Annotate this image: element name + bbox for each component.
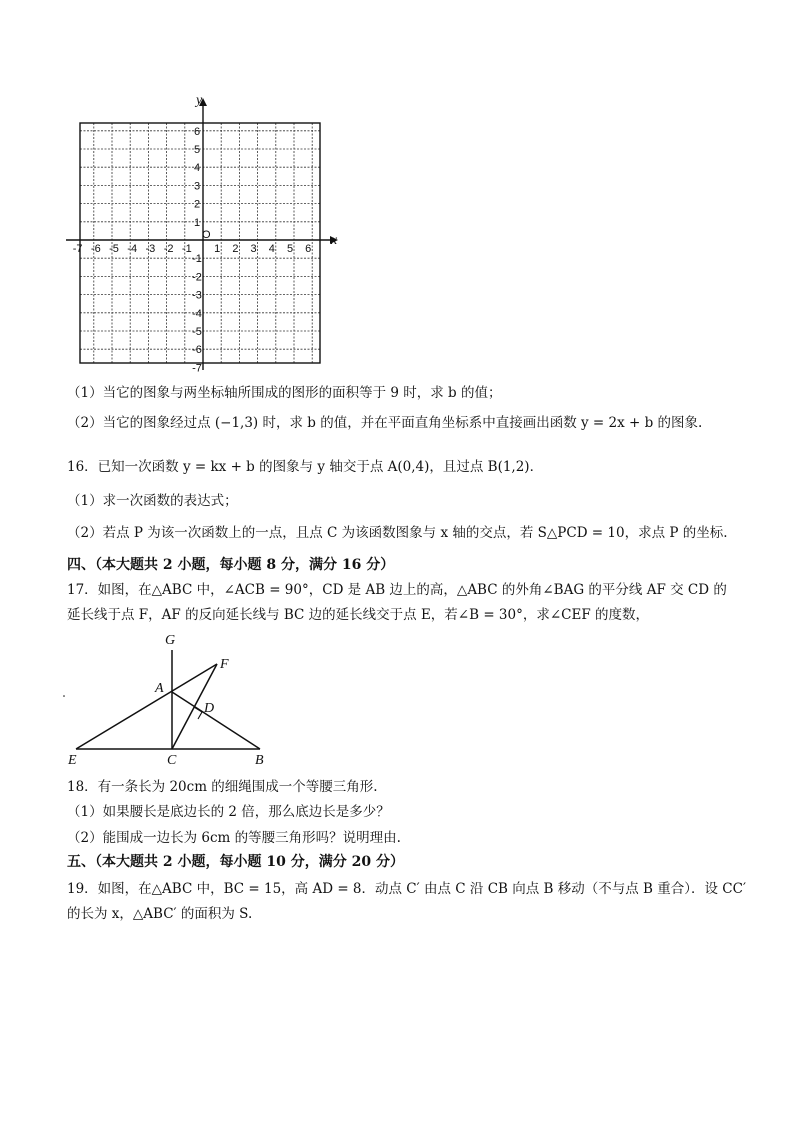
x-tick-label: -3 xyxy=(145,243,156,255)
x-tick-label: 6 xyxy=(305,243,312,255)
y-tick-labels-positive xyxy=(194,126,200,229)
y-tick-label: 6 xyxy=(193,125,201,138)
y-tick-label: -7 xyxy=(192,362,202,375)
y-tick-label: 3 xyxy=(193,180,201,193)
x-tick-label: -5 xyxy=(109,243,119,255)
x-tick-label: -2 xyxy=(163,243,174,255)
x-tick-labels-positive xyxy=(214,243,311,255)
q17-line2: 延长线于点 F，AF 的反向延长线与 BC 边的延长线交于点 E，若∠B = 30°，求∠CEF 的度数， xyxy=(67,607,650,623)
triangle-figure xyxy=(58,628,278,768)
q15-part1: （1）当它的图象与两坐标轴所围成的图形的面积等于 9 时，求 b 的值； xyxy=(67,385,502,401)
point-label-f: F xyxy=(220,657,229,672)
point-label-d: D xyxy=(204,701,215,716)
q17-line1: 17．如图，在△ABC 中，∠ACB = 90°，CD 是 AB 边上的高，△ABC 的外角∠BAG 的平分线 AF 交 CD 的 xyxy=(67,582,727,598)
x-tick-label: -6 xyxy=(90,243,101,255)
y-tick-label: -6 xyxy=(192,344,202,357)
line-ab xyxy=(172,692,260,749)
y-tick-label: 4 xyxy=(193,162,201,175)
section-5-heading: 五、（本大题共 2 小题，每小题 10 分，满分 20 分） xyxy=(67,854,404,870)
x-tick-label: 4 xyxy=(268,243,275,255)
x-tick-label: 2 xyxy=(232,243,239,255)
y-axis-label: y xyxy=(196,93,203,108)
x-tick-label: -7 xyxy=(72,243,83,255)
y-tick-label: -1 xyxy=(192,253,202,266)
q19-line1: 19．如图，在△ABC 中，BC = 15，高 AD = 8．动点 C′ 由点 C 沿 CB 向点 B 移动（不与点 B 重合）．设 CC′ xyxy=(67,881,747,897)
line-ef xyxy=(76,664,217,749)
q16-stem: 16．已知一次函数 y = kx + b 的图象与 y 轴交于点 A(0,4)，且过点 B(1,2)． xyxy=(67,459,544,475)
y-tick-label: 5 xyxy=(193,144,201,156)
point-label-e: E xyxy=(68,753,77,768)
y-tick-labels-negative xyxy=(192,253,202,374)
q15-part2: （2）当它的图象经过点 (−1,3) 时，求 b 的值，并在平面直角坐标系中直接画出函数 y = 2x + b 的图象. xyxy=(67,415,703,431)
coordinate-grid xyxy=(58,92,348,377)
y-tick-label: -2 xyxy=(192,271,202,284)
x-tick-label: 1 xyxy=(214,243,221,255)
y-tick-label: -4 xyxy=(192,307,202,320)
point-label-c: C xyxy=(167,753,177,768)
y-tick-label: -5 xyxy=(192,326,202,338)
x-axis-label: x xyxy=(331,233,338,248)
x-tick-labels-negative xyxy=(73,243,192,255)
q16-part1: （1）求一次函数的表达式； xyxy=(67,493,238,509)
q18-part1: （1）如果腰长是底边长的 2 倍，那么底边长是多少？ xyxy=(67,804,390,820)
q18-part2: （2）能围成一边长为 6cm 的等腰三角形吗？说明理由. xyxy=(67,830,401,846)
q19-line2: 的长为 x，△ABC′ 的面积为 S. xyxy=(67,906,253,922)
x-tick-label: 5 xyxy=(286,243,294,255)
x-tick-label: 3 xyxy=(250,243,257,255)
y-tick-label: 1 xyxy=(193,216,201,229)
point-label-g: G xyxy=(165,633,176,648)
x-tick-label: -4 xyxy=(127,243,138,255)
y-tick-label: 2 xyxy=(193,198,201,211)
point-label-b: B xyxy=(255,753,264,768)
x-tick-label: -1 xyxy=(181,243,192,255)
point-label-a: A xyxy=(155,681,164,696)
section-4-heading: 四、（本大题共 2 小题，每小题 8 分，满分 16 分） xyxy=(67,557,395,573)
q18-stem: 18．有一条长为 20cm 的细绳围成一个等腰三角形. xyxy=(67,779,378,795)
y-tick-label: -3 xyxy=(192,289,202,302)
origin-label: O xyxy=(202,229,211,241)
q16-part2: （2）若点 P 为该一次函数上的一点，且点 C 为该函数图象与 x 轴的交点，若 S△PCD = 10，求点 P 的坐标. xyxy=(67,525,728,541)
